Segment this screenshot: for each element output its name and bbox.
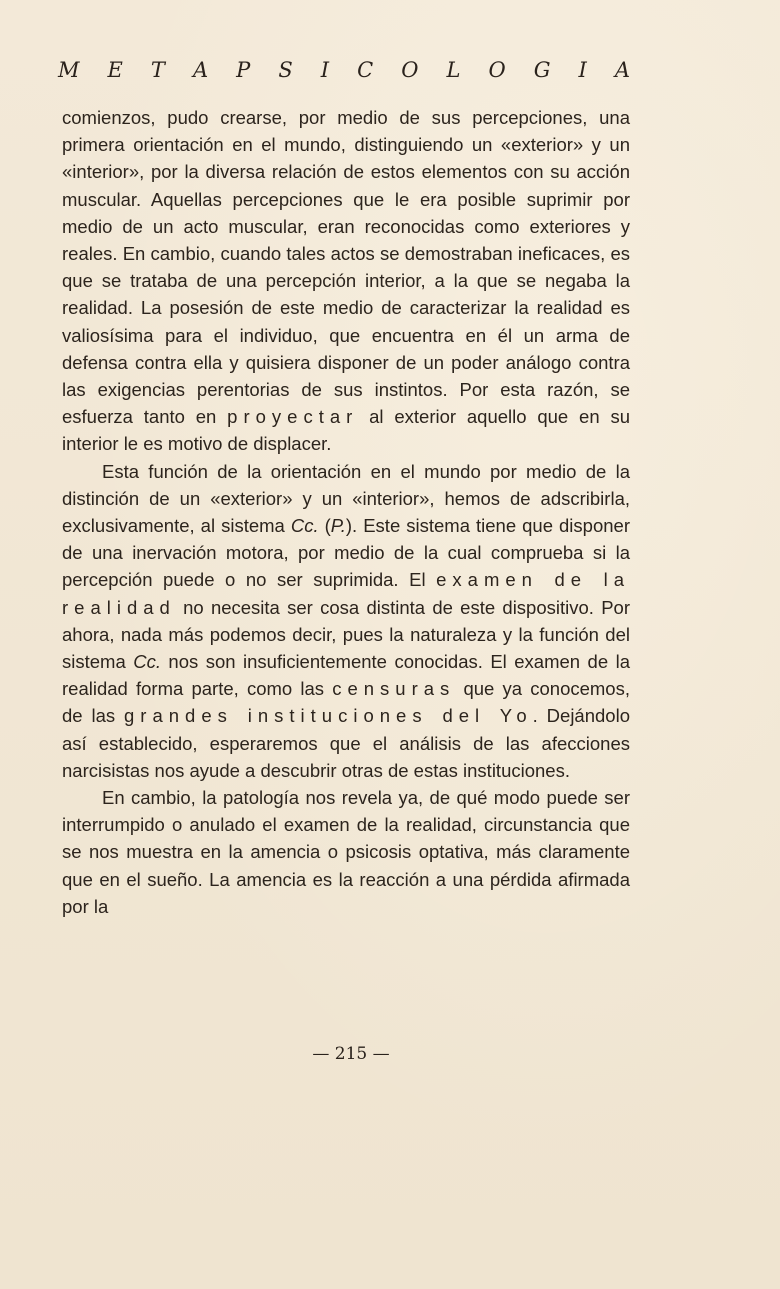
italic-term: P. xyxy=(330,515,346,537)
italic-term: Cc. xyxy=(290,515,319,537)
spaced-emphasis: grandes instituciones del Yo xyxy=(124,705,533,727)
running-head-letter: T xyxy=(150,58,165,82)
running-head-letter: O xyxy=(401,58,419,82)
page-number: — 215 — xyxy=(312,1044,390,1064)
running-head xyxy=(58,58,630,82)
running-head-letter: L xyxy=(446,58,461,82)
body-text xyxy=(62,104,630,920)
italic-term: Cc. xyxy=(133,651,161,673)
running-head-letter: A xyxy=(614,58,630,82)
spaced-emphasis: examen de la realidad xyxy=(62,569,631,618)
running-head-letter: I xyxy=(578,58,587,82)
running-head-letter: G xyxy=(533,58,551,82)
running-head-letter: E xyxy=(107,58,123,82)
running-head-letter: C xyxy=(357,58,374,82)
running-head-letter: A xyxy=(192,58,209,82)
running-head-letter: O xyxy=(488,58,506,82)
running-head-letter: M xyxy=(58,58,80,82)
paragraph: comienzos, pudo crearse, por medio de sus percepciones, una primera orientación en el mundo, distinguiendo un «exterior» y un «interior», por la diversa relación de estos elementos con su acción muscular. Aquellas percepciones que le era posible suprimir por medio de un acto muscular, eran reconocidas como exteriores y reales. En cambio, cuando tales actos se demostraban ineficaces, es que se trataba de una percepción interior, a la que se negaba la realidad. La posesión de este medio de caracterizar la realidad es valiosísima para el individuo, que encuentra en él un arma de defensa contra ella y quisiera disponer de un poder análogo contra las exigencias perentorias de sus instintos. Por esta razón, se esfuerza tanto en proyectar al exterior aquello que en su interior le es motivo de displacer. xyxy=(62,107,630,455)
running-head-letter: S xyxy=(278,58,293,82)
paragraph: En cambio, la patología nos revela ya, de qué modo puede ser interrumpido o anulado el examen de la realidad, circunstancia que se nos muestra en la amencia o psicosis optativa, más claramente que en el sueño. La amencia es la reacción a una pérdida afirmada por la xyxy=(62,787,630,917)
running-head-letter: P xyxy=(236,58,251,82)
spaced-emphasis: censuras xyxy=(332,678,456,700)
running-head-letter: I xyxy=(320,58,330,82)
spaced-emphasis: proyectar xyxy=(227,406,359,428)
paragraph: Esta función de la orientación en el mundo por medio de la distinción de un «exterior» y un «interior», hemos de adscribirla, exclusivamente, al sistema Cc. (P.). Este sistema tiene que disponer de una inervación motora, por medio de la cual comprueba si la percepción puede o no ser suprimida. El examen de la realidad no necesita ser cosa distinta de este dispositivo. Por ahora, nada más podemos decir, pues la naturaleza y la función del sistema Cc. nos son insuficientemente conocidas. El examen de la realidad forma parte, como las censuras que ya conocemos, de las grandes instituciones del Yo. Dejándolo así establecido, esperaremos que el análisis de las afecciones narcisistas nos ayude a descubrir otras de estas instituciones. xyxy=(62,460,631,781)
